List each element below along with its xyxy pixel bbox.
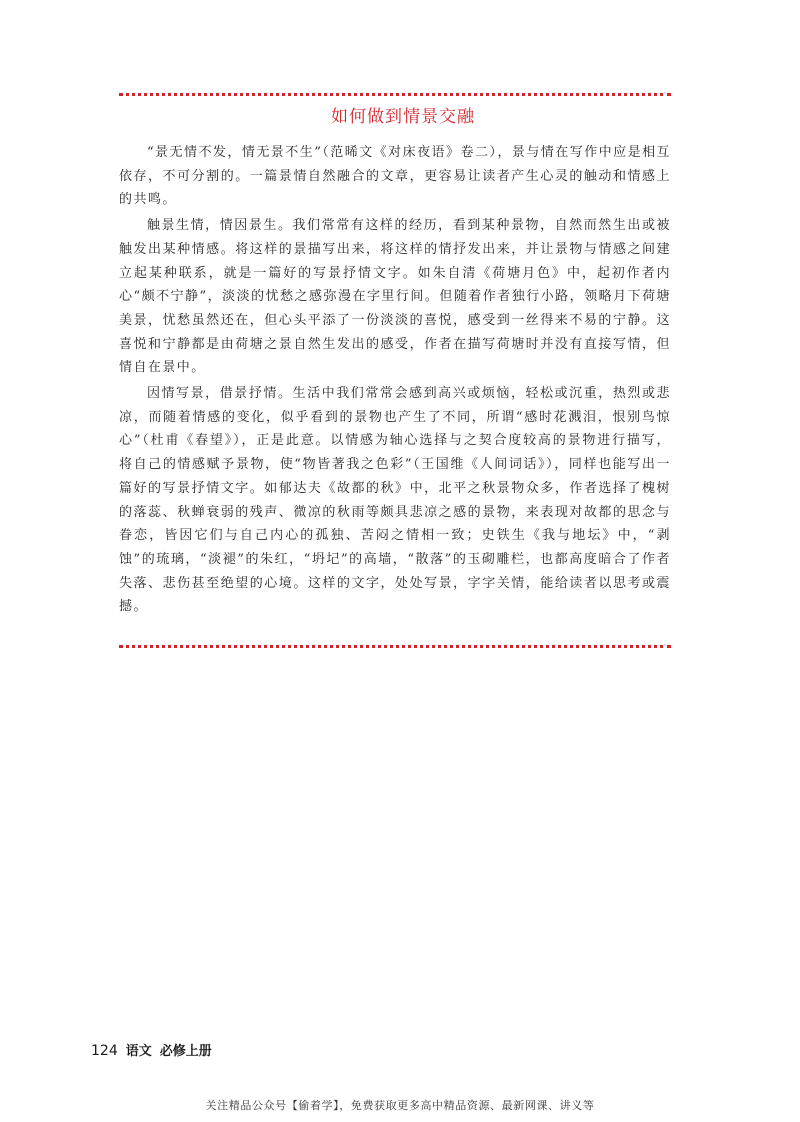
page-footer bbox=[91, 1042, 220, 1061]
article-box bbox=[119, 100, 671, 621]
article-paragraph: “景无情不发，情无景不生”（范晞文《对床夜语》卷二），景与情在写作中应是相互依存，不可分割的。一篇景情自然融合的文章，更容易让读者产生心灵的触动和情感上的共鸣。 bbox=[119, 145, 671, 208]
watermark-notice: 关注精品公众号【偷着学】，免费获取更多高中精品资源、最新网课、讲义等 bbox=[205, 1099, 595, 1112]
article-paragraph: 触景生情，情因景生。我们常常有这样的经历，看到某种景物，自然而然生出或被触发出某种情感。将这样的景描写出来，将这样的情抒发出来，并让景物与情感之间建立起某种联系，就是一篇好的写景抒情文字。如朱自清《荷塘月色》中，起初作者内心“颇不宁静”，淡淡的忧愁之感弥漫在字里行间。但随着作者独行小路，领略月下荷塘美景，忧愁虽然还在，但心头平添了一份淡淡的喜悦，感受到一丝得来不易的宁静。这喜悦和宁静都是由荷塘之景自然生发出的感受，作者在描写荷塘时并没有直接写情，但情自在景中。 bbox=[119, 218, 671, 376]
article-title: 如何做到情景交融 bbox=[331, 107, 475, 127]
article-paragraph: 因情写景，借景抒情。生活中我们常常会感到高兴或烦恼，轻松或沉重，热烈或悲凉，而随着情感的变化，似乎看到的景物也产生了不同，所谓“感时花溅泪，恨别鸟惊心”（杜甫《春望》），正是此意。以情感为轴心选择与之契合度较高的景物进行描写，将自己的情感赋予景物，使“物皆著我之色彩”（王国维《人间词话》），同样也能写出一篇好的写景抒情文字。如郁达夫《故都的秋》中，北平之秋景物众多，作者选择了槐树的落蕊、秋蝉衰弱的残声、微凉的秋雨等颇具悲凉之感的景物，来表现对故都的思念与眷恋，皆因它们与自己内心的孤独、苦闷之情相一致；史铁生《我与地坛》中，“剥蚀”的琉璃，“淡褪”的朱红，“坍圮”的高墙，“散落”的玉砌雕栏，也都高度暗合了作者失落、悲伤甚至绝望的心境。这样的文字，处处写景，字字关情，能给读者以思考或震撼。 bbox=[119, 386, 671, 615]
footer-subject: 语文 bbox=[125, 1044, 152, 1059]
footer-volume: 必修上册 bbox=[159, 1044, 212, 1059]
bottom-dotted-divider bbox=[119, 645, 671, 648]
page-number: 124 bbox=[91, 1043, 118, 1059]
top-dotted-divider bbox=[119, 93, 671, 96]
